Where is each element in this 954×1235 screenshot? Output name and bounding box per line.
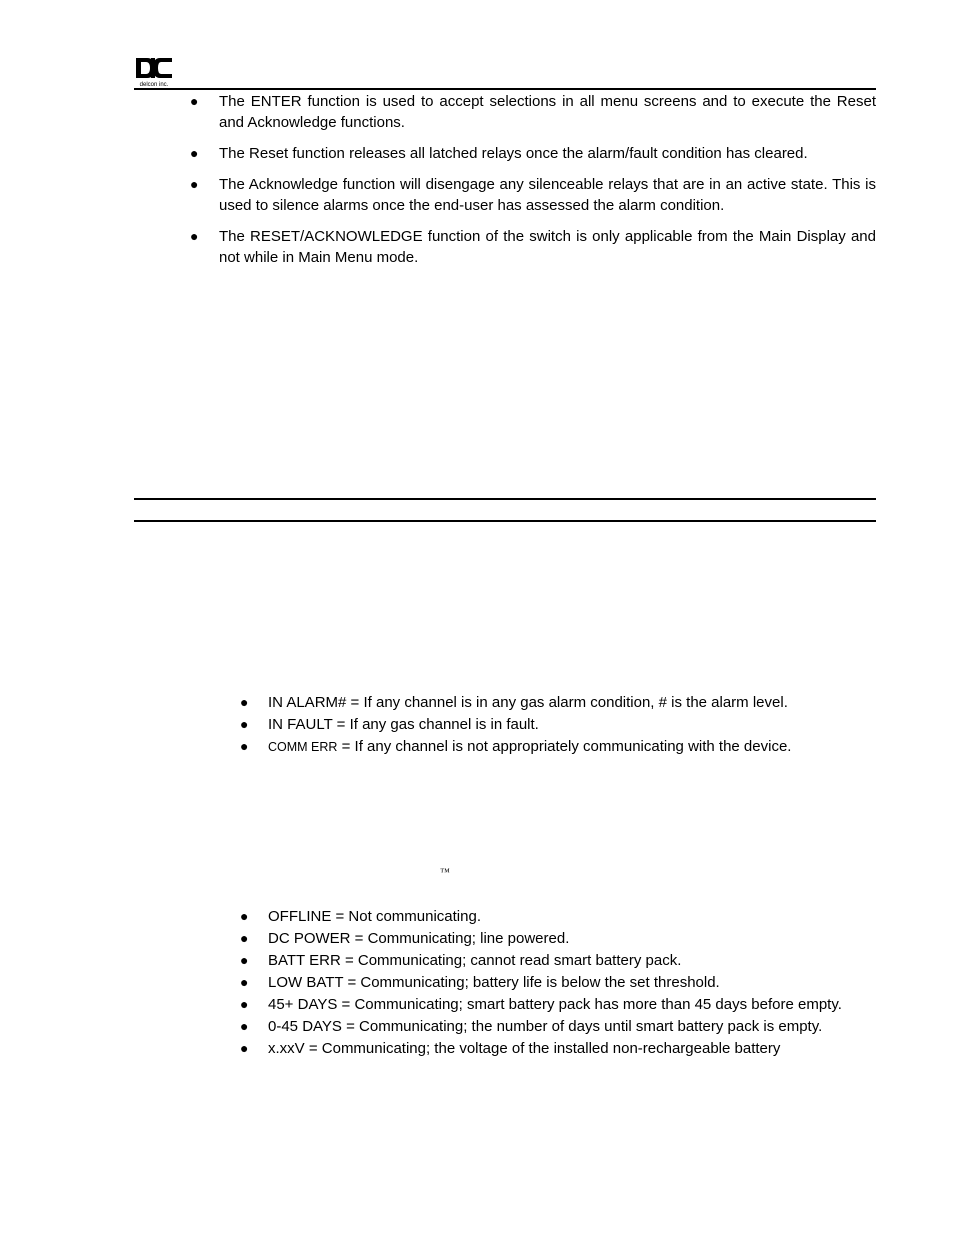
- list-item-text: The Reset function releases all latched relays once the alarm/fault condition has cleared.: [219, 145, 808, 162]
- bullet-icon: ●: [240, 974, 249, 990]
- bullet-icon: ●: [240, 996, 249, 1012]
- status-term: IN ALARM#: [268, 694, 347, 711]
- bullet-icon: ●: [190, 145, 199, 161]
- list-item-text: BATT ERR = Communicating; cannot read smart battery pack.: [268, 952, 682, 969]
- list-item: [234, 950, 874, 972]
- status-text: = If any gas channel is in fault.: [332, 716, 539, 733]
- list-item: [134, 226, 876, 268]
- status-term: COMM ERR: [268, 740, 338, 754]
- list-item: [134, 91, 876, 133]
- bullet-icon: ●: [240, 952, 249, 968]
- list-item: [134, 143, 876, 164]
- function-list: [134, 91, 876, 278]
- bullet-icon: ●: [240, 694, 249, 710]
- list-item-text: OFFLINE = Not communicating.: [268, 908, 481, 925]
- list-item-text: x.xxV = Communicating; the voltage of the installed non-rechargeable battery: [268, 1040, 781, 1057]
- section-rule-top: [134, 498, 876, 500]
- list-item-text: The RESET/ACKNOWLEDGE function of the switch is only applicable from the Main Display and not while in Main Menu mode.: [219, 228, 876, 266]
- list-item-text: The ENTER function is used to accept selections in all menu screens and to execute the Reset and Acknowledge functions.: [219, 93, 876, 131]
- bullet-icon: ●: [240, 1018, 249, 1034]
- list-item-text: DC POWER = Communicating; line powered.: [268, 930, 570, 947]
- bullet-icon: ●: [240, 738, 249, 754]
- status-text: = If any channel is in any gas alarm condition, # is the alarm level.: [346, 694, 788, 711]
- status-term: IN FAULT: [268, 716, 333, 733]
- list-item: [234, 906, 874, 928]
- bullet-icon: ●: [190, 176, 199, 192]
- list-item-text: The Acknowledge function will disengage any silenceable relays that are in an active state. This is used to silence alarms once the end-user has assessed the alarm condition.: [219, 176, 876, 214]
- status-text: = If any channel is not appropriately communicating with the device.: [337, 738, 792, 755]
- list-item: [234, 972, 874, 994]
- list-item-text: 45+ DAYS = Communicating; smart battery pack has more than 45 days before empty.: [268, 996, 842, 1013]
- list-item: [234, 692, 874, 714]
- list-item: [234, 928, 874, 950]
- status-list: [234, 692, 874, 758]
- list-item: [134, 174, 876, 216]
- bullet-icon: ●: [190, 228, 199, 244]
- section-rule-bottom: [134, 520, 876, 522]
- header-rule: [134, 88, 876, 90]
- power-status-list: [234, 906, 874, 1060]
- bullet-icon: ●: [240, 716, 249, 732]
- list-item-text: 0-45 DAYS = Communicating; the number of days until smart battery pack is empty.: [268, 1018, 823, 1035]
- list-item-text: LOW BATT = Communicating; battery life is below the set threshold.: [268, 974, 720, 991]
- list-item: [234, 1038, 874, 1060]
- list-item: [234, 714, 874, 736]
- list-item: [234, 736, 874, 758]
- bullet-icon: ●: [240, 1040, 249, 1056]
- detcon-logo: [134, 56, 174, 88]
- bullet-icon: ●: [240, 930, 249, 946]
- list-item: [234, 994, 874, 1016]
- bullet-icon: ●: [240, 908, 249, 924]
- logo-text: delcon inc.: [139, 82, 169, 88]
- bullet-icon: ●: [190, 93, 199, 109]
- list-item: [234, 1016, 874, 1038]
- trademark-symbol: ™: [440, 867, 450, 878]
